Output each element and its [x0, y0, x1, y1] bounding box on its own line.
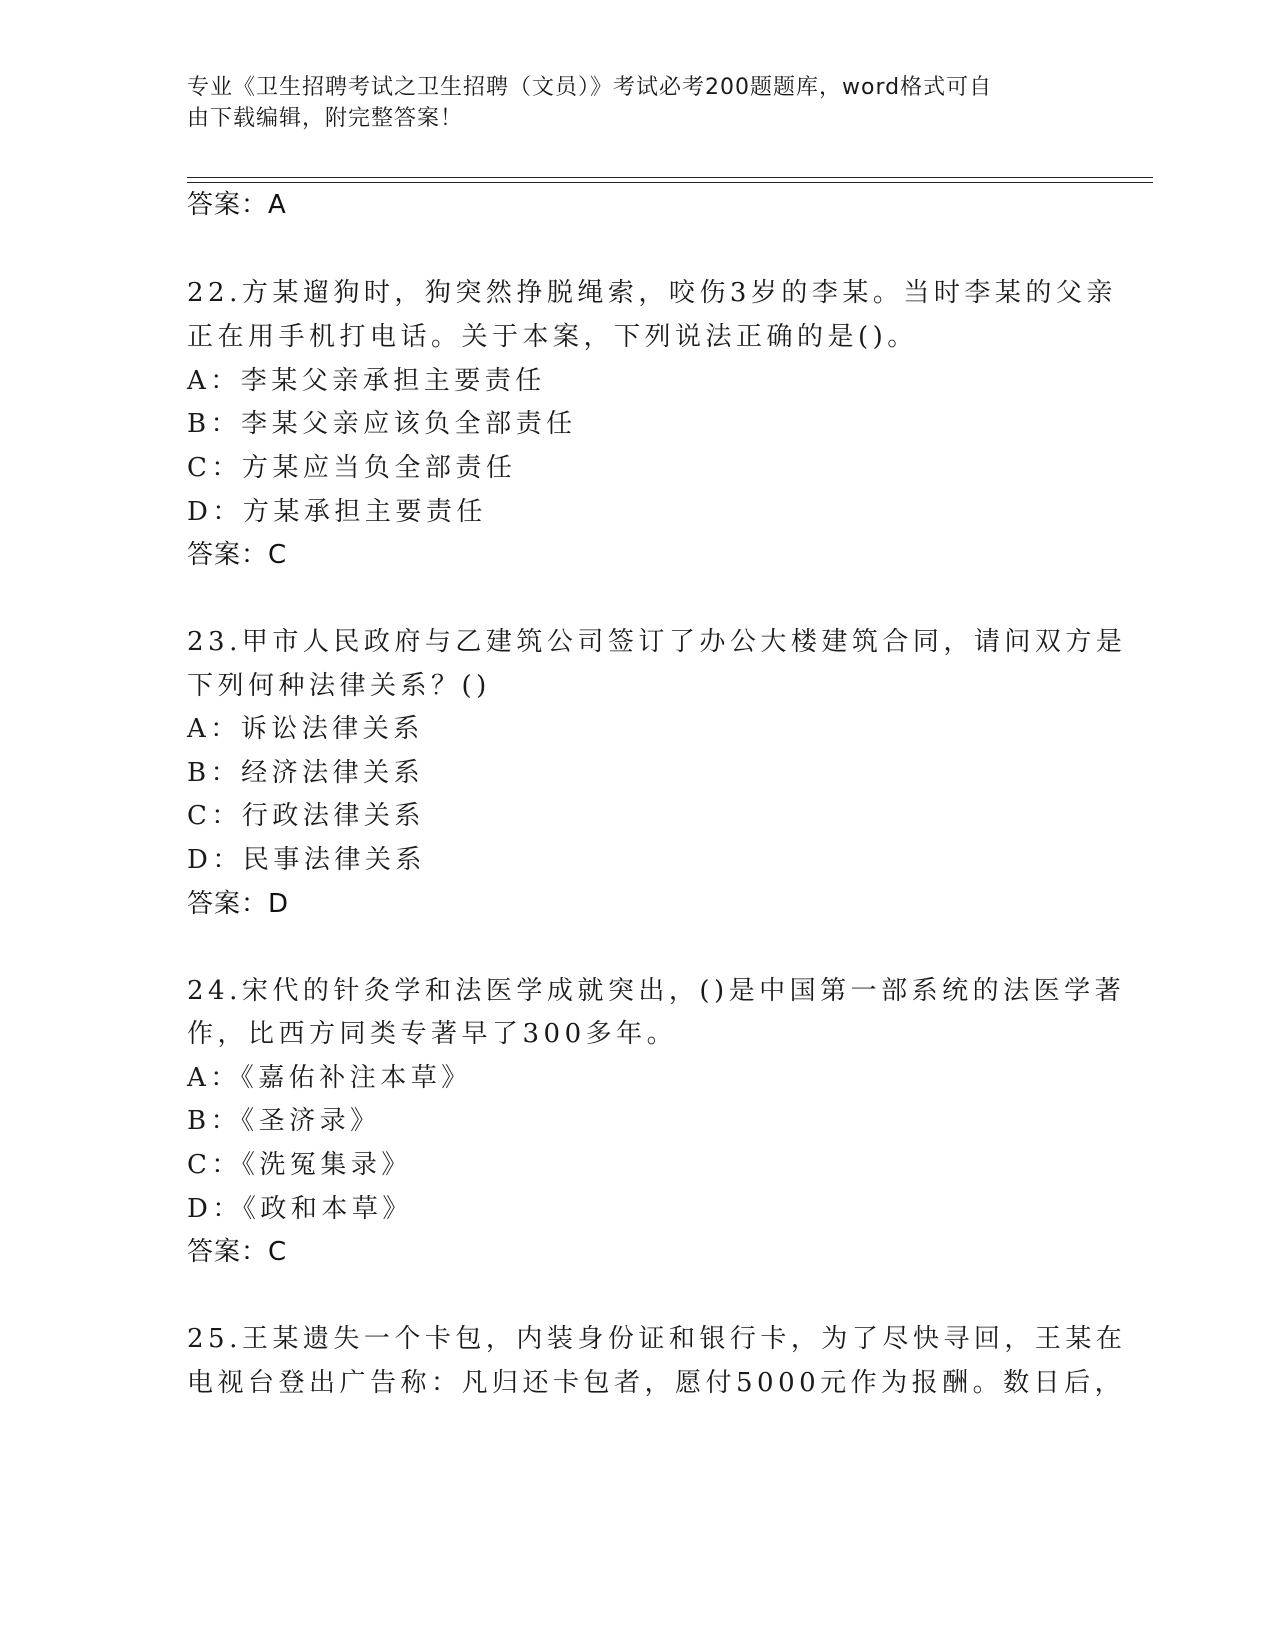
- question-22-stem-line-2: 正在用手机打电话。关于本案，下列说法正确的是()。: [187, 322, 918, 352]
- question-22-option-c: C：方某应当负全部责任: [187, 453, 517, 483]
- question-24-stem-line-2: 作，比西方同类专著早了300多年。: [187, 1019, 678, 1049]
- previous-answer: 答案：A: [187, 190, 287, 220]
- question-23-stem-line-2: 下列何种法律关系？(): [187, 671, 491, 701]
- question-23-option-b: B：经济法律关系: [187, 758, 425, 788]
- question-22-answer: 答案：C: [187, 540, 288, 570]
- question-22-option-b: B：李某父亲应该负全部责任: [187, 409, 577, 439]
- question-25-stem-line-1: 25.王某遗失一个卡包，内装身份证和银行卡，为了尽快寻回，王某在: [187, 1324, 1127, 1354]
- question-23-option-c: C：行政法律关系: [187, 801, 425, 831]
- question-24-option-a: A：《嘉佑补注本草》: [187, 1063, 472, 1093]
- question-22-option-d: D：方某承担主要责任: [187, 497, 487, 527]
- question-22-option-a: A：李某父亲承担主要责任: [187, 366, 546, 396]
- header-line-2: 由下载编辑，附完整答案！: [187, 106, 464, 131]
- document-header: [187, 72, 1067, 134]
- header-divider-bottom: [187, 182, 1153, 183]
- question-25-stem-line-2: 电视台登出广告称：凡归还卡包者，愿付5000元作为报酬。数日后，: [187, 1368, 1126, 1398]
- question-24-option-d: D：《政和本草》: [187, 1194, 413, 1224]
- question-23-option-a: A：诉讼法律关系: [187, 714, 424, 744]
- question-23-stem-line-1: 23.甲市人民政府与乙建筑公司签订了办公大楼建筑合同，请问双方是: [187, 627, 1127, 657]
- question-24-stem-line-1: 24.宋代的针灸学和法医学成就突出，()是中国第一部系统的法医学著: [187, 976, 1126, 1006]
- question-23-answer: 答案：D: [187, 889, 290, 919]
- question-24-option-c: C：《洗冤集录》: [187, 1150, 412, 1180]
- question-24-answer: 答案：C: [187, 1237, 288, 1267]
- question-23-option-d: D：民事法律关系: [187, 845, 426, 875]
- header-divider-top: [187, 177, 1153, 178]
- header-line-1: 专业《卫生招聘考试之卫生招聘（文员）》考试必考200题题库，word格式可自: [187, 75, 993, 100]
- question-24-option-b: B：《圣济录》: [187, 1106, 381, 1136]
- question-22-stem-line-1: 22.方某遛狗时，狗突然挣脱绳索，咬伤3岁的李某。当时李某的父亲: [187, 278, 1117, 308]
